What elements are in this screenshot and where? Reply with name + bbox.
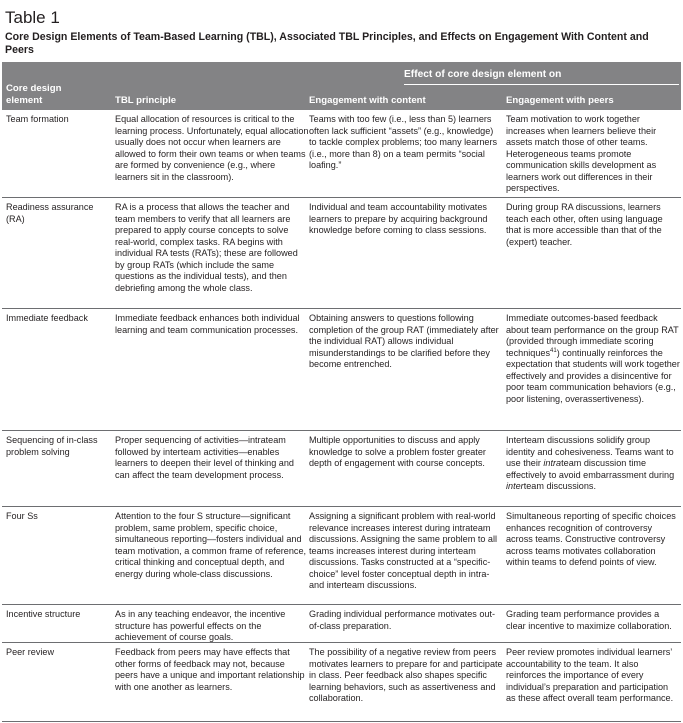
- cell-element: Incentive structure: [6, 609, 81, 619]
- table-row-peer-review: [2, 643, 681, 722]
- table-row-immediate-feedback: [2, 309, 681, 431]
- cell-peers: During group RA discussions, learners teach each other, often using language that is more accessible than that of the (expert) teacher.: [506, 202, 663, 247]
- cell-content: Obtaining answers to questions following completion of the group RAT (immediately after the individual RAT) allows individual misunderstandings to be clarified before they become entrenched.: [309, 313, 499, 370]
- cell-principle: Equal allocation of resources is critical to the learning process. Unfortunately, equal allocation usually does not occur when learners are allowed to form their own teams or when teams are formed by convenience (e.g., where learners sit in the classroom).: [115, 114, 309, 182]
- table-row-four-ss: [2, 507, 681, 605]
- cell-peers-text-b: ) continually reinforces the expectation that students will work together effectively and provides a disincentive for poor team communication behaviors (e.g., poor listening, overassertiveness).: [506, 347, 680, 404]
- cell-peers: Simultaneous reporting of specific choices enhances recognition of controversy across teams. Constructive controversy across teams motivates collaboration within teams to defend points of view.: [506, 511, 676, 568]
- cell-peers: Team motivation to work together increases when learners believe their assets match those of other teams. Heterogeneous teams promote communication skills development as learners work out differences in their perspectives.: [506, 114, 657, 194]
- cell-element: Peer review: [6, 647, 55, 657]
- cell-peers-text-b: team discussion time effectively to avoid embarrassment during: [506, 458, 675, 480]
- cell-principle: As in any teaching endeavor, the incentive structure has powerful effects on the achievement of course goals.: [115, 609, 286, 643]
- header-engagement-content: Engagement with content: [309, 95, 426, 106]
- cell-element: Team formation: [6, 114, 69, 124]
- header-group-title: Effect of core design element on: [404, 69, 562, 80]
- cell-peers: [506, 435, 680, 493]
- cell-principle: Feedback from peers may have effects that other forms of feedback may not, because peers have a unique and important relationship with one another as learners.: [115, 647, 305, 692]
- table-row-team-formation: [2, 110, 681, 198]
- cell-peers: [506, 313, 680, 405]
- cell-content: Grading individual performance motivates out-of-class preparation.: [309, 609, 496, 631]
- cell-principle: Attention to the four S structure—significant problem, same problem, specific choice, simultaneous reporting—fosters individual and team motivation, a common frame of reference, critical thinking and conceptual depth, and energy during whole-class discussions.: [115, 511, 307, 579]
- table-number-label: Table 1: [5, 8, 60, 27]
- cell-element: Readiness assurance (RA): [6, 202, 94, 224]
- cell-element: Sequencing of in-class problem solving: [6, 435, 98, 457]
- cell-peers-italic-inter: inter: [506, 481, 524, 492]
- cell-principle: RA is a process that allows the teacher and team members to verify that all learners are prepared to apply course concepts to solve real-world, complex tasks. RA begins with individual RA tests (RATs); these are followed by group RATs (which include the same questions as the individual tests), and then debriefing among the whole class.: [115, 202, 298, 293]
- cell-element: Four Ss: [6, 511, 38, 521]
- table-header: [2, 62, 681, 110]
- table-row-incentive-structure: [2, 605, 681, 643]
- cell-peers: Grading team performance provides a clear incentive to maximize collaboration.: [506, 609, 672, 631]
- header-tbl-principle: TBL principle: [115, 95, 177, 106]
- cell-peers: Peer review promotes individual learners’ accountability to the team. It also reinforces the importance of every individual’s preparation and participation as these affect overall team performance.: [506, 647, 674, 704]
- cell-content: Multiple opportunities to discuss and apply knowledge to solve a problem foster greater depth of engagement with course concepts.: [309, 435, 486, 469]
- cell-content: Teams with too few (i.e., less than 5) learners often lack sufficient “assets” (e.g., knowledge) to tackle complex problems; too many learners (i.e., more than 8) on a team permits “social loafing.”: [309, 114, 498, 171]
- header-core-design-element: Core design element: [6, 83, 62, 106]
- cell-peers-text-a: Immediate outcomes-based feedback about team performance on the group RAT (provided through immediate scoring techniques: [506, 313, 679, 358]
- cell-principle: Proper sequencing of activities—intrateam followed by interteam activities—enables learners to deepen their level of thinking and can affect the team development process.: [115, 435, 294, 480]
- table-row-sequencing: [2, 431, 681, 507]
- header-engagement-peers: Engagement with peers: [506, 95, 614, 106]
- cell-content: Assigning a significant problem with real-world relevance increases interest during intrateam discussions. Assigning the same problem to all teams increases interest during interteam discussions. Tasks constructed at a “specific-choice” level foster conceptual depth in intra- and interteam discussions.: [309, 511, 498, 591]
- cell-element: Immediate feedback: [6, 313, 88, 323]
- table-row-readiness-assurance: [2, 198, 681, 309]
- cell-peers-italic-intra: intra: [543, 458, 562, 469]
- table-caption: Core Design Elements of Team-Based Learning (TBL), Associated TBL Principles, and Effects on Engagement With Content and Peers: [5, 31, 649, 56]
- cell-peers-text-a: Interteam discussions solidify group identity and cohesiveness. Teams want to use their: [506, 435, 674, 469]
- header-group-rule: [404, 84, 679, 85]
- cell-principle: Immediate feedback enhances both individual learning and team communication processes.: [115, 313, 300, 335]
- cell-peers-text-c: team discussions.: [523, 481, 596, 492]
- cell-content: The possibility of a negative review from peers motivates learners to prepare for and participate in class. Peer feedback also shapes specific learning behaviors, such as assertiveness and collaboration.: [309, 647, 503, 704]
- cell-content: Individual and team accountability motivates learners to prepare by acquiring background knowledge before coming to class sessions.: [309, 202, 488, 236]
- citation-superscript: 41: [550, 347, 557, 354]
